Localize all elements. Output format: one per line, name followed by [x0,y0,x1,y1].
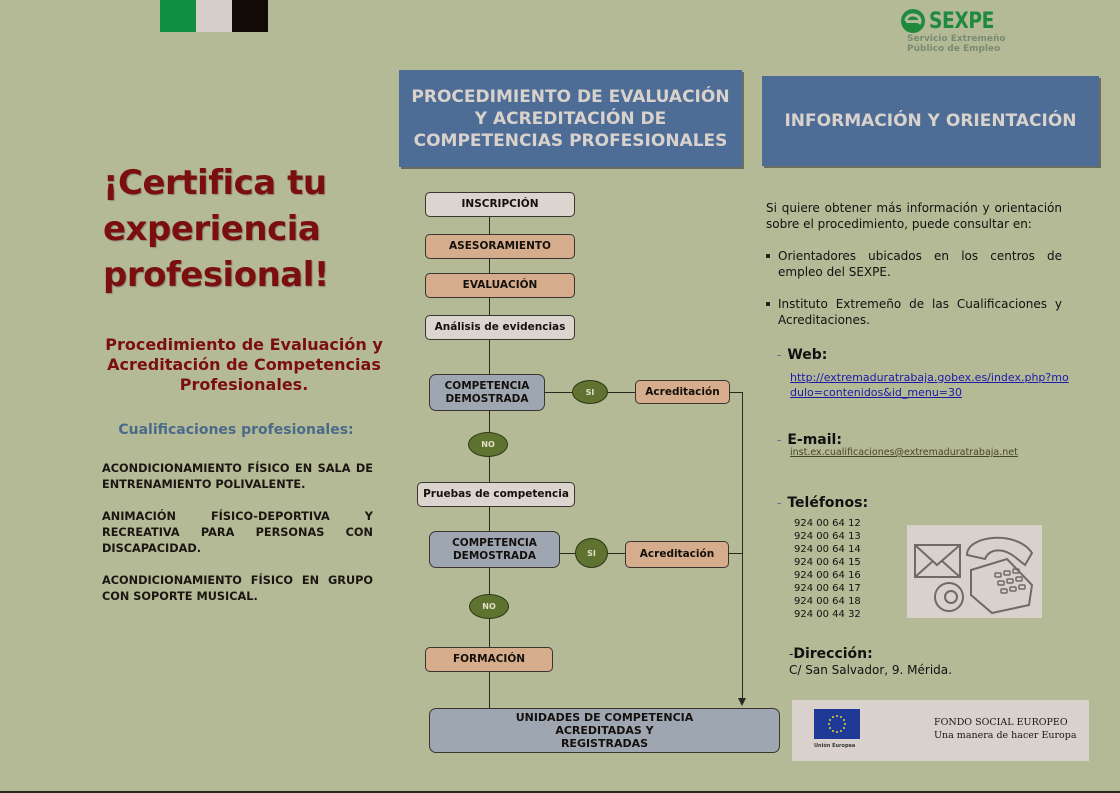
step-asesoramiento: ASESORAMIENTO [425,234,575,259]
info-bullet: Orientadores ubicados en los centros de empleo del SEXPE. [766,248,1062,280]
phones-heading: - Teléfonos: [777,495,869,511]
decision-yes-2: SI [575,538,608,568]
step-formacion: FORMACIÓN [425,647,553,672]
web-link[interactable]: http://extremaduratrabaja.gobex.es/index.php?modulo=contenidos&id_menu=30 [790,371,1069,399]
dash-marker: - [777,433,782,447]
decision-competencia-demostrada-2: COMPETENCIA DEMOSTRADA [429,531,560,568]
step-acreditacion-2: Acreditación [625,541,729,568]
dash-marker: - [789,647,794,661]
address-heading: Dirección: [793,646,873,662]
info-intro: Si quiere obtener más información y orientación sobre el procedimiento, puede consultar en: [766,201,1062,231]
decision-no-1: NO [468,432,508,457]
connector-line [729,553,743,554]
procedure-subtitle: Procedimiento de Evaluación y Acreditación de Competencias Profesionales. [105,335,383,394]
step-evaluacion: EVALUACIÓN [425,273,575,298]
step-analisis-evidencias: Análisis de evidencias [425,315,575,340]
eu-caption: Unión Europea [814,743,856,749]
eu-fund-text [934,716,1077,742]
eu-funding-banner [792,700,1089,761]
extremadura-flag [160,0,268,32]
logo-subtitle-1: Servicio Extremeño [907,34,1006,44]
connector-line [489,507,490,531]
arrow-down-icon [738,698,746,706]
phone-number: 924 00 64 15 [794,557,861,568]
decision-competencia-demostrada-1: COMPETENCIA DEMOSTRADA [429,374,545,411]
qualification-item: ANIMACIÓN FÍSICO-DEPORTIVA Y RECREATIVA PARA PERSONAS CON DISCAPACIDAD. [102,510,373,555]
contact-illustration [907,525,1042,618]
email-heading: - E-mail: [777,432,842,448]
email-link[interactable]: inst.ex.cualificaciones@extremaduratrabaja.net [790,447,1018,458]
phone-number: 924 00 44 32 [794,609,861,620]
phone-number: 924 00 64 18 [794,596,861,607]
phone-number: 924 00 64 14 [794,544,861,555]
qualification-item: ACONDICIONAMIENTO FÍSICO EN GRUPO CON SOPORTE MUSICAL. [102,574,373,603]
phone-list [794,517,861,621]
eu-fund-title: FONDO SOCIAL EUROPEO [934,717,1068,728]
qualifications-title: Cualificaciones profesionales: [118,422,354,438]
flag-stripe-black [232,0,268,32]
envelope-phone-at-icon [907,525,1042,618]
info-bullets [766,248,1062,344]
web-heading: - Web: [777,347,828,363]
info-header: INFORMACIÓN Y ORIENTACIÓN [762,76,1099,166]
phone-number: 924 00 64 13 [794,531,861,542]
phone-number: 924 00 64 12 [794,518,861,529]
hero-title: ¡Certifica tu experiencia profesional! [103,163,329,295]
result-unidades-acreditadas: UNIDADES DE COMPETENCIA ACREDITADAS Y REGISTRADAS [429,708,780,753]
decision-no-2: NO [469,594,509,619]
phone-number: 924 00 64 16 [794,570,861,581]
connector-line [489,671,490,708]
qualification-item: ACONDICIONAMIENTO FÍSICO EN SALA DE ENTRENAMIENTO POLIVALENTE. [102,462,373,491]
step-inscripcion: INSCRIPCIÓN [425,192,575,217]
eu-fund-slogan: Una manera de hacer Europa [934,730,1077,741]
step-pruebas-competencia: Pruebas de competencia [417,482,575,507]
address-text: C/ San Salvador, 9. Mérida. [789,663,952,677]
qualifications-list [102,461,373,621]
step-acreditacion-1: Acreditación [635,380,730,404]
decision-yes-1: SI [572,380,608,404]
dash-marker: - [777,348,782,362]
procedure-header: PROCEDIMIENTO DE EVALUACIÓN Y ACREDITACIÓN DE COMPETENCIAS PROFESIONALES [399,70,742,167]
logo-name: SEXPE [929,8,995,34]
flag-stripe-green [160,0,196,32]
info-bullet: Instituto Extremeño de las Cualificaciones y Acreditaciones. [766,296,1062,328]
sexpe-e-icon [900,8,926,34]
eu-flag-icon [814,709,860,739]
sexpe-logo [900,8,1010,54]
phone-number: 924 00 64 17 [794,583,861,594]
address-block [789,646,952,678]
connector-line [742,392,743,698]
flag-stripe-white [196,0,232,32]
logo-subtitle-2: Público de Empleo [907,44,1001,54]
dash-marker: - [777,496,782,510]
